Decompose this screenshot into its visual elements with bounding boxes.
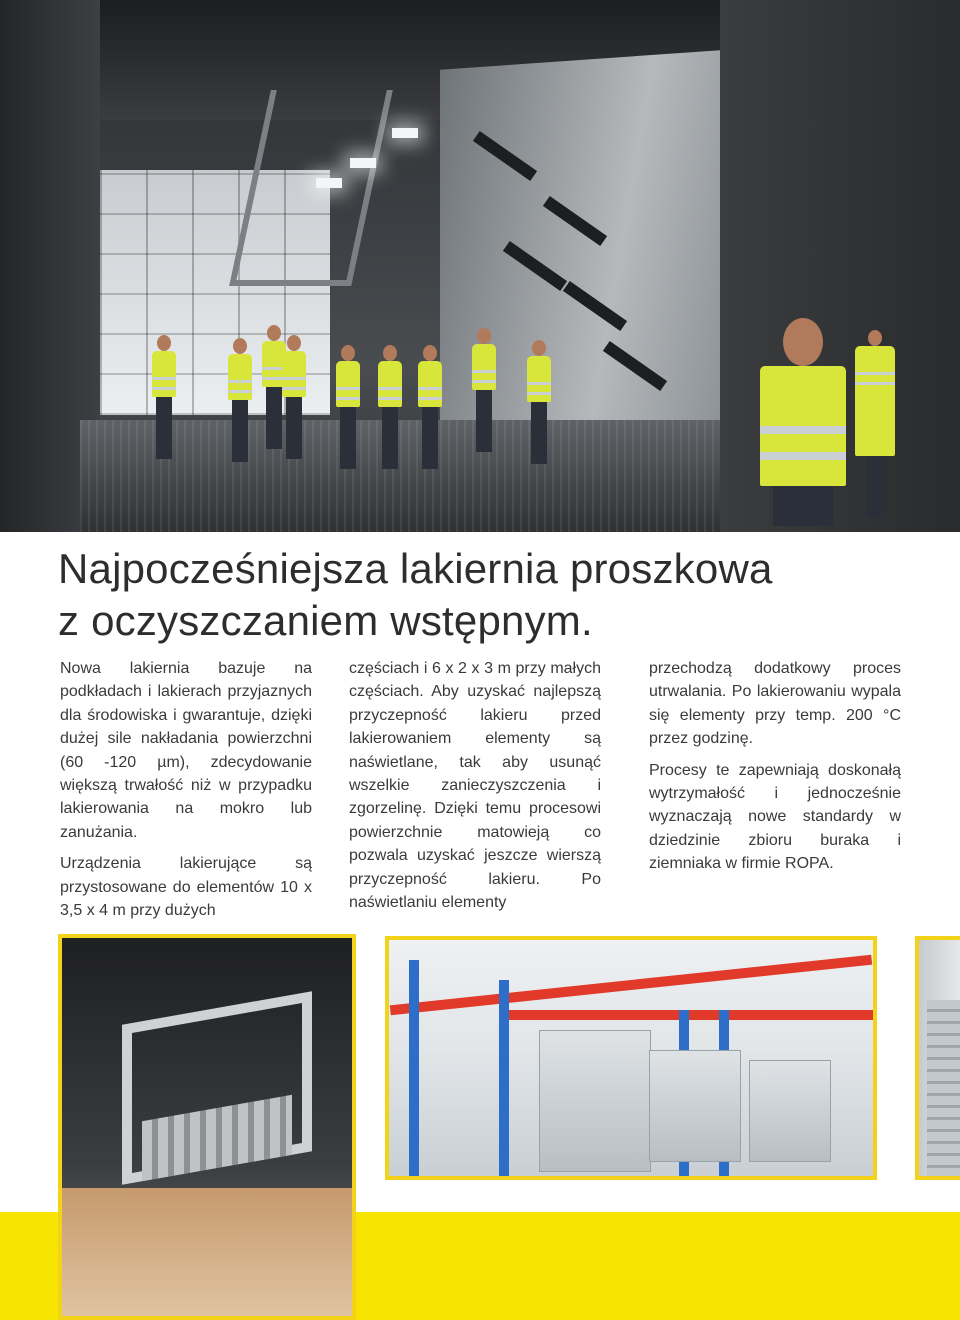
hero-photo bbox=[0, 0, 960, 532]
gallery-photo-cropped bbox=[915, 936, 960, 1180]
hero-person bbox=[472, 328, 496, 452]
hero-person bbox=[378, 345, 402, 469]
photo-blue-column bbox=[499, 980, 509, 1180]
hero-person bbox=[152, 335, 176, 459]
paragraph: przechodzą dodatkowy proces utrwalania. Po lakierowaniu wypala się elementy przy temp. 200 °C przez godzinę. bbox=[649, 660, 901, 748]
text-column-3 bbox=[649, 657, 901, 884]
hero-lamp bbox=[350, 158, 376, 168]
photo-blue-column bbox=[409, 960, 419, 1180]
title-line-1: Najpocześniejsza lakiernia proszkowa bbox=[58, 545, 773, 592]
photo-booth-wall bbox=[927, 1000, 960, 1180]
paragraph: Urządzenia lakierujące są przystosowane do elementów 10 x 3,5 x 4 m przy dużych bbox=[60, 855, 312, 920]
photo-paint-booth bbox=[649, 1050, 741, 1162]
gallery-photo-chassis bbox=[58, 934, 356, 1320]
hero-lamp bbox=[392, 128, 418, 138]
hero-person bbox=[282, 335, 306, 459]
text-column-1 bbox=[60, 657, 312, 930]
photo-paint-booth bbox=[539, 1030, 651, 1172]
photo-paint-booth bbox=[749, 1060, 831, 1162]
hero-person bbox=[228, 338, 252, 462]
hero-lamp bbox=[316, 178, 342, 188]
text-column-2 bbox=[349, 657, 601, 922]
paragraph: Procesy te zapewniają doskonałą wytrzymałość i jednocześnie wyznaczają nowe standardy w dziedzinie zbioru buraka i ziemniaka w firmie ROPA. bbox=[649, 761, 901, 873]
hero-person bbox=[418, 345, 442, 469]
hero-person-foreground bbox=[760, 318, 846, 526]
paragraph: Nowa lakiernia bazuje na podkładach i lakierach przyjaznych dla środowiska i gwarantuje, dzięki dużej sile nakładania powierzchni (60 -120 µm), zdecydowanie większą trwałość niż w przypadku lakierowania na mokro lub zanużania. bbox=[60, 660, 312, 841]
hero-person bbox=[336, 345, 360, 469]
hero-person bbox=[527, 340, 551, 464]
hero-person-foreground bbox=[855, 330, 895, 518]
photo-booth-floor bbox=[62, 1188, 352, 1318]
paragraph: częściach i 6 x 2 x 3 m przy małych częściach. Aby uzyskać najlepszą przyczepność lakieru przed lakierowaniem elementy są naświetlane, tak aby usunąć wszelkie zanieczyszczenia i zgorzelinę. Dzięki temu procesowi powierzchnie matowieją co pozwala uzyskać jeszcze wierszą przyczepność lakieru. Po naświetlaniu elementy bbox=[349, 660, 601, 912]
photo-red-beam bbox=[509, 1010, 873, 1020]
photo-red-beam bbox=[390, 955, 872, 1016]
title-line-2: z oczyszczaniem wstępnym. bbox=[58, 597, 593, 644]
page-title bbox=[58, 543, 938, 647]
gallery-photo-hall bbox=[385, 936, 877, 1180]
